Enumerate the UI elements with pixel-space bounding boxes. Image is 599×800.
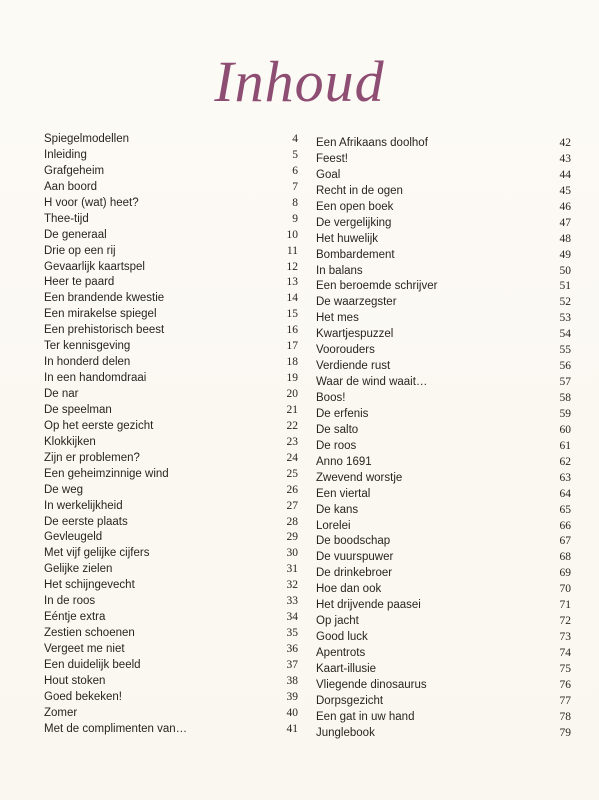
toc-entry-page-number: 32 bbox=[286, 579, 298, 592]
toc-column-right bbox=[316, 136, 571, 742]
toc-entry-title: Drie op een rij bbox=[44, 244, 116, 257]
toc-entry bbox=[316, 184, 571, 200]
toc-entry bbox=[44, 307, 298, 323]
toc-entry-page-number: 37 bbox=[286, 658, 298, 671]
toc-entry bbox=[316, 423, 571, 439]
toc-entry-page-number: 67 bbox=[559, 535, 571, 548]
toc-entry bbox=[316, 646, 571, 662]
toc-entry bbox=[44, 562, 298, 578]
toc-entry-title: Dorpsgezicht bbox=[316, 694, 384, 707]
toc-entry-title: De speelman bbox=[44, 403, 112, 416]
toc-entry bbox=[44, 674, 298, 690]
toc-entry-page-number: 18 bbox=[286, 356, 298, 369]
toc-entry-page-number: 39 bbox=[286, 690, 298, 703]
toc-entry bbox=[316, 200, 571, 216]
toc-entry bbox=[316, 630, 571, 646]
toc-entry-title: Een Afrikaans doolhof bbox=[316, 137, 428, 149]
toc-entry-title: Zestien schoenen bbox=[44, 627, 135, 640]
toc-entry bbox=[44, 132, 298, 148]
toc-entry-title: Een duidelijk beeld bbox=[44, 658, 141, 671]
toc-entry-page-number: 52 bbox=[559, 296, 571, 309]
toc-entry-page-number: 62 bbox=[559, 455, 571, 468]
toc-entry-page-number: 55 bbox=[559, 344, 571, 357]
toc-entry bbox=[44, 499, 298, 515]
toc-entry bbox=[44, 323, 298, 339]
toc-entry bbox=[44, 515, 298, 531]
toc-entry bbox=[44, 148, 298, 164]
toc-entry-page-number: 60 bbox=[559, 423, 571, 436]
toc-entry bbox=[316, 694, 571, 710]
toc-entry bbox=[44, 722, 298, 738]
toc-entry bbox=[316, 343, 571, 359]
toc-entry-page-number: 24 bbox=[286, 451, 298, 464]
toc-entry bbox=[316, 327, 571, 343]
toc-entry-title: Zomer bbox=[44, 706, 78, 719]
toc-entry-title: Gevaarlijk kaartspel bbox=[44, 260, 145, 273]
toc-entry-page-number: 16 bbox=[286, 324, 298, 337]
toc-entry bbox=[316, 678, 571, 694]
toc-entry-title: H voor (wat) heet? bbox=[44, 196, 139, 209]
toc-entry-title: De salto bbox=[316, 423, 359, 436]
toc-entry-title: Een open boek bbox=[316, 200, 394, 213]
toc-entry bbox=[316, 375, 571, 391]
toc-entry-page-number: 13 bbox=[286, 276, 298, 289]
toc-entry bbox=[316, 295, 571, 311]
toc-entry-title: Het huwelijk bbox=[316, 232, 378, 245]
toc-entry-page-number: 15 bbox=[286, 308, 298, 321]
toc-entry bbox=[44, 642, 298, 658]
toc-entry-title: Inleiding bbox=[44, 148, 87, 161]
toc-entry bbox=[316, 232, 571, 248]
toc-entry-page-number: 65 bbox=[559, 503, 571, 516]
toc-entry-title: In balans bbox=[316, 264, 363, 277]
toc-entry-page-number: 22 bbox=[286, 419, 298, 432]
toc-entry-title: De roos bbox=[316, 439, 357, 452]
toc-entry-page-number: 43 bbox=[559, 152, 571, 165]
toc-entry-title: Een beroemde schrijver bbox=[316, 280, 438, 293]
toc-entry bbox=[316, 582, 571, 598]
toc-entry-page-number: 11 bbox=[286, 244, 298, 257]
toc-entry bbox=[44, 578, 298, 594]
toc-entry bbox=[316, 439, 571, 455]
toc-entry bbox=[44, 403, 298, 419]
toc-entry bbox=[44, 180, 298, 196]
toc-entry bbox=[44, 275, 298, 291]
toc-entry-page-number: 36 bbox=[286, 643, 298, 655]
toc-entry bbox=[316, 710, 571, 726]
toc-entry bbox=[44, 658, 298, 674]
toc-entry-title: Verdiende rust bbox=[316, 360, 391, 373]
toc-entry-title: Goal bbox=[316, 168, 341, 181]
toc-entry-page-number: 71 bbox=[559, 599, 571, 612]
toc-entry-page-number: 61 bbox=[559, 439, 571, 452]
toc-entry-title: Klokkijken bbox=[44, 435, 96, 448]
toc-entry-title: De nar bbox=[44, 388, 79, 400]
toc-entry bbox=[44, 530, 298, 546]
toc-entry-title: Bombardement bbox=[316, 248, 395, 261]
toc-entry bbox=[316, 152, 571, 168]
toc-entry-page-number: 64 bbox=[559, 487, 571, 500]
toc-entry bbox=[316, 471, 571, 487]
toc-entry-page-number: 19 bbox=[286, 372, 298, 385]
toc-entry-title: Hout stoken bbox=[44, 674, 106, 687]
toc-entry-page-number: 40 bbox=[286, 706, 298, 719]
toc-entry-title: Grafgeheim bbox=[44, 164, 105, 177]
toc-entry-page-number: 46 bbox=[559, 200, 571, 213]
toc-entry-title: Apentrots bbox=[316, 647, 366, 659]
toc-entry-title: Gelijke zielen bbox=[44, 563, 113, 576]
toc-entry-page-number: 17 bbox=[286, 340, 298, 353]
toc-entry-page-number: 44 bbox=[559, 168, 571, 181]
toc-entry-page-number: 31 bbox=[286, 563, 298, 576]
page-title: Inhoud bbox=[214, 49, 385, 114]
toc-entry-page-number: 69 bbox=[559, 567, 571, 580]
toc-entry bbox=[44, 610, 298, 626]
toc-entry-title: Zwevend worstje bbox=[316, 471, 403, 484]
toc-entry bbox=[44, 706, 298, 722]
toc-entry-page-number: 57 bbox=[559, 376, 571, 389]
toc-entry-title: Aan boord bbox=[44, 180, 98, 193]
toc-entry bbox=[44, 371, 298, 387]
toc-entry-title: Gevleugeld bbox=[44, 531, 103, 544]
toc-entry bbox=[316, 248, 571, 264]
toc-entry-title: Voorouders bbox=[316, 344, 375, 357]
toc-entry-title: Goed bekeken! bbox=[44, 690, 123, 703]
toc-entry bbox=[316, 534, 571, 550]
toc-entry bbox=[44, 451, 298, 467]
toc-entry-page-number: 6 bbox=[292, 164, 298, 177]
toc-entry bbox=[44, 291, 298, 307]
toc-entry bbox=[316, 168, 571, 184]
toc-entry-page-number: 48 bbox=[559, 232, 571, 245]
toc-entry-title: Thee-tijd bbox=[44, 212, 89, 225]
toc-entry-page-number: 8 bbox=[292, 196, 298, 209]
toc-entry-title: Boos! bbox=[316, 392, 346, 404]
toc-entry-title: Op jacht bbox=[316, 615, 359, 628]
toc-entry bbox=[44, 483, 298, 499]
toc-entry bbox=[316, 550, 571, 566]
toc-entry-page-number: 56 bbox=[559, 360, 571, 373]
toc-entry-title: Lorelei bbox=[316, 519, 351, 532]
toc-entry-page-number: 29 bbox=[286, 531, 298, 544]
toc-entry-page-number: 9 bbox=[292, 212, 298, 225]
toc-entry-title: De generaal bbox=[44, 228, 107, 241]
toc-entry-title: Met vijf gelijke cijfers bbox=[44, 547, 150, 560]
toc-entry-page-number: 74 bbox=[559, 647, 571, 659]
toc-entry-title: Het schijngevecht bbox=[44, 579, 135, 592]
toc-entry-page-number: 4 bbox=[292, 133, 298, 145]
toc-entry-page-number: 7 bbox=[292, 180, 298, 193]
toc-entry-title: De kans bbox=[316, 503, 359, 516]
toc-entry-page-number: 68 bbox=[559, 551, 571, 564]
toc-entry-page-number: 76 bbox=[559, 678, 571, 691]
toc-entry-title: Een prehistorisch beest bbox=[44, 324, 165, 337]
toc-entry-page-number: 66 bbox=[559, 519, 571, 532]
toc-entry-page-number: 72 bbox=[559, 615, 571, 628]
toc-entry-title: Anno 1691 bbox=[316, 455, 372, 468]
toc-entry-title: De vergelijking bbox=[316, 216, 392, 229]
toc-entry-page-number: 23 bbox=[286, 435, 298, 448]
toc-entry-title: Heer te paard bbox=[44, 276, 115, 289]
toc-entry bbox=[316, 566, 571, 582]
toc-entry bbox=[316, 359, 571, 375]
toc-entry-title: De boodschap bbox=[316, 535, 391, 548]
toc-entry-title: In een handomdraai bbox=[44, 372, 147, 385]
toc-entry-page-number: 20 bbox=[286, 388, 298, 400]
toc-entry-title: Feest! bbox=[316, 152, 348, 165]
toc-entry-title: De erfenis bbox=[316, 407, 369, 420]
toc-entry-title: Waar de wind waait… bbox=[316, 376, 428, 389]
toc-entry bbox=[44, 626, 298, 642]
toc-entry-page-number: 35 bbox=[286, 627, 298, 640]
toc-entry-page-number: 49 bbox=[559, 248, 571, 261]
toc-entry bbox=[316, 662, 571, 678]
toc-entry-page-number: 21 bbox=[286, 403, 298, 416]
toc-entry bbox=[316, 503, 571, 519]
toc-entry-page-number: 26 bbox=[286, 483, 298, 496]
toc-entry bbox=[316, 136, 571, 152]
toc-entry-page-number: 45 bbox=[559, 184, 571, 197]
toc-entry-title: Het mes bbox=[316, 312, 359, 325]
toc-entry bbox=[44, 164, 298, 180]
toc-entry-page-number: 50 bbox=[559, 264, 571, 277]
toc-entry-title: Op het eerste gezicht bbox=[44, 419, 154, 432]
toc-entry bbox=[316, 598, 571, 614]
toc-entry-title: Kaart-illusie bbox=[316, 662, 377, 675]
toc-column-left bbox=[44, 132, 298, 738]
toc-entry-title: De waarzegster bbox=[316, 296, 397, 309]
toc-entry bbox=[44, 435, 298, 451]
toc-entry-page-number: 27 bbox=[286, 499, 298, 512]
toc-entry-title: De weg bbox=[44, 483, 83, 496]
toc-entry bbox=[44, 387, 298, 403]
toc-entry bbox=[316, 391, 571, 407]
toc-entry-page-number: 33 bbox=[286, 595, 298, 608]
toc-entry-page-number: 5 bbox=[292, 148, 298, 161]
toc-entry bbox=[316, 407, 571, 423]
toc-entry bbox=[44, 355, 298, 371]
toc-entry-page-number: 42 bbox=[559, 137, 571, 149]
toc-entry-title: Het drijvende paasei bbox=[316, 599, 421, 612]
toc-entry-page-number: 10 bbox=[286, 228, 298, 241]
toc-entry-title: De vuurspuwer bbox=[316, 551, 394, 564]
toc-entry-page-number: 73 bbox=[559, 631, 571, 644]
toc-entry-page-number: 79 bbox=[559, 726, 571, 739]
toc-entry bbox=[316, 455, 571, 471]
toc-entry-title: Junglebook bbox=[316, 726, 375, 739]
toc-entry bbox=[44, 419, 298, 435]
toc-entry-title: Een brandende kwestie bbox=[44, 292, 165, 305]
toc-entry bbox=[316, 487, 571, 503]
toc-entry-page-number: 12 bbox=[286, 260, 298, 273]
toc-entry-title: Ter kennisgeving bbox=[44, 340, 131, 353]
toc-entry bbox=[316, 614, 571, 630]
toc-entry-page-number: 41 bbox=[286, 722, 298, 735]
toc-entry-page-number: 53 bbox=[559, 312, 571, 325]
toc-entry-title: Met de complimenten van… bbox=[44, 722, 188, 735]
toc-entry bbox=[44, 339, 298, 355]
toc-entry-title: Zijn er problemen? bbox=[44, 451, 140, 464]
toc-entry bbox=[44, 244, 298, 260]
toc-entry-page-number: 34 bbox=[286, 611, 298, 624]
toc-entry-title: Een viertal bbox=[316, 487, 371, 500]
toc-entry bbox=[44, 546, 298, 562]
toc-entry-page-number: 47 bbox=[559, 216, 571, 229]
toc-entry bbox=[316, 519, 571, 535]
toc-entry bbox=[44, 690, 298, 706]
toc-entry-title: De drinkebroer bbox=[316, 567, 393, 580]
toc-entry-title: In honderd delen bbox=[44, 356, 131, 369]
toc-entry bbox=[316, 726, 571, 742]
toc-entry-page-number: 75 bbox=[559, 662, 571, 675]
toc-entry-page-number: 30 bbox=[286, 547, 298, 560]
toc-entry-title: Good luck bbox=[316, 631, 368, 644]
toc-entry-page-number: 78 bbox=[559, 710, 571, 723]
toc-entry-title: Een mirakelse spiegel bbox=[44, 308, 157, 321]
toc-entry-title: Vliegende dinosaurus bbox=[316, 678, 427, 691]
toc-entry-title: Eéntje extra bbox=[44, 611, 106, 624]
toc-entry-title: Spiegelmodellen bbox=[44, 133, 130, 145]
toc-entry bbox=[44, 212, 298, 228]
toc-entry-page-number: 28 bbox=[286, 515, 298, 528]
toc-entry-title: Vergeet me niet bbox=[44, 643, 125, 655]
toc-entry bbox=[316, 279, 571, 295]
toc-entry-page-number: 58 bbox=[559, 392, 571, 404]
toc-entry-page-number: 63 bbox=[559, 471, 571, 484]
toc-entry-title: Een geheimzinnige wind bbox=[44, 467, 169, 480]
toc-entry-page-number: 70 bbox=[559, 583, 571, 596]
toc-entry-title: Hoe dan ook bbox=[316, 583, 382, 596]
toc-entry bbox=[316, 311, 571, 327]
toc-entry-page-number: 14 bbox=[286, 292, 298, 305]
toc-entry-title: In werkelijkheid bbox=[44, 499, 123, 512]
toc-entry-title: In de roos bbox=[44, 595, 96, 608]
toc-entry-title: Een gat in uw hand bbox=[316, 710, 415, 723]
toc-entry-page-number: 51 bbox=[559, 280, 571, 293]
toc-entry-page-number: 25 bbox=[286, 467, 298, 480]
toc-entry bbox=[44, 228, 298, 244]
toc-entry-page-number: 77 bbox=[559, 694, 571, 707]
toc-entry-title: Kwartjespuzzel bbox=[316, 328, 394, 341]
toc-entry bbox=[316, 216, 571, 232]
toc-entry bbox=[44, 196, 298, 212]
toc-entry-title: Recht in de ogen bbox=[316, 184, 403, 197]
toc-entry-page-number: 59 bbox=[559, 407, 571, 420]
toc-entry-title: De eerste plaats bbox=[44, 515, 128, 528]
toc-entry bbox=[316, 264, 571, 280]
toc-entry-page-number: 38 bbox=[286, 674, 298, 687]
toc-entry bbox=[44, 594, 298, 610]
toc-entry-page-number: 54 bbox=[559, 328, 571, 341]
toc-entry bbox=[44, 467, 298, 483]
toc-entry bbox=[44, 260, 298, 276]
